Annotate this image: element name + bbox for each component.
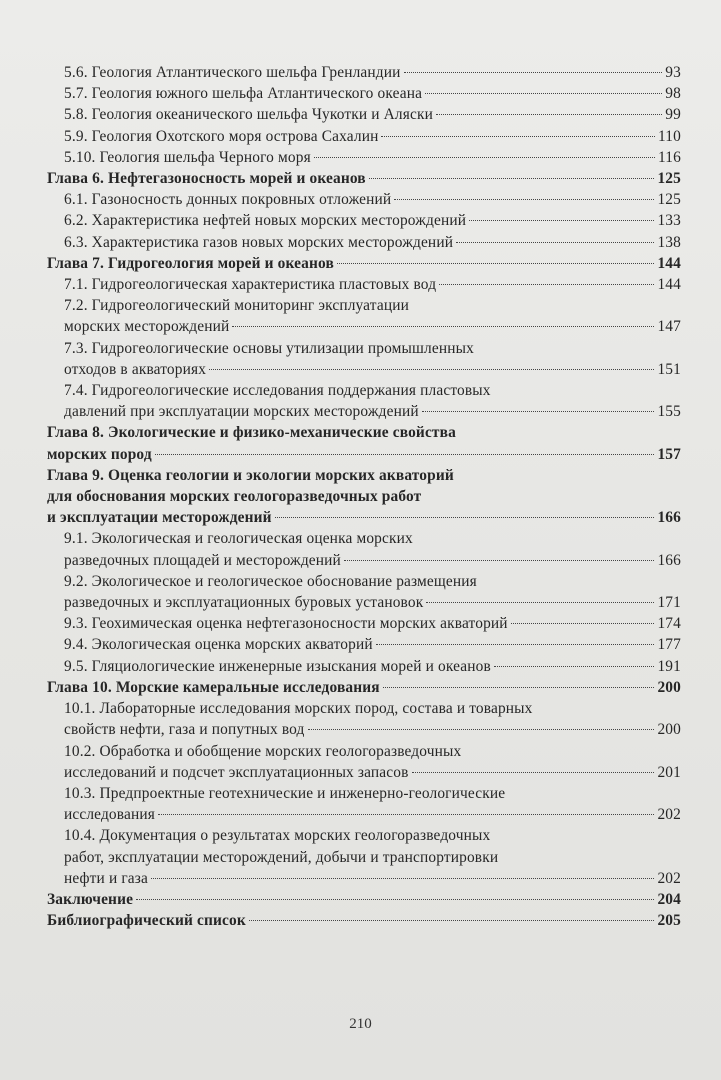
toc-section-entry [47, 232, 681, 253]
toc-entry-title-line: морских месторождений [64, 318, 230, 336]
toc-entry-title-line: 10.3. Предпроектные геотехнические и инженерно-геологические [64, 784, 506, 802]
toc-entry-title-line: 9.5. Гляциологические инженерные изыскания морей и океанов [64, 657, 491, 675]
toc-entry-title-line: Глава 7. Гидрогеология морей и океанов [47, 254, 334, 272]
toc-entry-line [64, 762, 681, 783]
toc-chapter-entry [47, 889, 681, 910]
toc-entry-title-line: 9.1. Экологическая и геологическая оценка морских [64, 530, 413, 548]
toc-page-number: 202 [657, 806, 681, 824]
dot-leader [232, 326, 654, 327]
toc-entry-title-line: Глава 6. Нефтегазоносность морей и океанов [47, 170, 366, 188]
toc-section-entry [47, 338, 681, 380]
toc-entry-line [64, 868, 681, 889]
toc-entry-title-line: 7.1. Гидрогеологическая характеристика пластовых вод [64, 276, 437, 294]
dot-leader [426, 602, 654, 603]
toc-section-entry [47, 634, 681, 655]
toc-page-number: 177 [657, 636, 681, 654]
toc-section-entry [47, 571, 681, 613]
toc-section-entry [47, 147, 681, 168]
toc-entry-line [47, 253, 681, 274]
toc-page-number: 157 [657, 445, 681, 463]
toc-entry-title-line: 7.3. Гидрогеологические основы утилизации промышленных [64, 339, 474, 357]
toc-chapter-entry [47, 677, 681, 698]
toc-page-number: 166 [657, 551, 681, 569]
toc-entry-title-line: морских пород [47, 445, 152, 463]
toc-entry-line [47, 507, 681, 528]
toc-entry-line [64, 83, 681, 104]
toc-entry-line [64, 232, 681, 253]
toc-page-number: 204 [657, 890, 681, 908]
toc-entry-title-line: 6.2. Характеристика нефтей новых морских месторождений [64, 212, 467, 230]
toc-entry-title-line: 9.3. Геохимическая оценка нефтегазоносности морских акваторий [64, 615, 508, 633]
toc-entry-title-line: 5.6. Геология Атлантического шельфа Гренландии [64, 64, 401, 81]
toc-entry-title-line: разведочных площадей и месторождений [64, 551, 341, 569]
toc-section-entry [47, 741, 681, 783]
toc-entry-line [64, 189, 681, 210]
toc-page-number: 144 [657, 276, 681, 294]
toc-entry-line [47, 910, 681, 931]
toc-entry-line [47, 168, 681, 189]
toc-page-number: 133 [657, 212, 681, 230]
toc-section-entry [47, 528, 681, 570]
toc-entry-title-line: 6.3. Характеристика газов новых морских месторождений [64, 233, 454, 251]
toc-entry-title-line: работ, эксплуатации месторождений, добычи и транспортировки [64, 848, 499, 866]
toc-entry-line [64, 210, 681, 231]
dot-leader [394, 199, 654, 200]
toc-page-number: 202 [657, 869, 681, 887]
toc-page-number: 116 [658, 148, 681, 166]
toc-chapter-entry [47, 253, 681, 274]
toc-entry-line [64, 359, 681, 380]
toc-chapter-entry [47, 910, 681, 931]
dot-leader [337, 263, 655, 264]
toc-entry-title-line: 10.2. Обработка и обобщение морских геологоразведочных [64, 742, 462, 760]
toc-entry-line [47, 444, 681, 465]
toc-page-number: 200 [657, 678, 681, 696]
toc-page-number: 174 [657, 615, 681, 633]
toc-entry-title-line: 9.4. Экологическая оценка морских акваторий [64, 636, 373, 654]
table-of-contents [47, 62, 681, 931]
toc-section-entry [47, 126, 681, 147]
dot-leader [469, 220, 654, 221]
toc-page-number: 200 [657, 721, 681, 739]
toc-entry-line [64, 62, 681, 83]
dot-leader [249, 920, 655, 921]
toc-entry-line [47, 889, 681, 910]
toc-page-number: 98 [665, 85, 681, 103]
dot-leader [158, 814, 654, 815]
toc-entry-title-line: отходов в акваториях [64, 360, 207, 378]
dot-leader [151, 878, 654, 879]
toc-section-entry [47, 189, 681, 210]
toc-entry-line [64, 656, 681, 677]
toc-page-number: 171 [657, 594, 681, 612]
toc-page-number: 201 [657, 763, 681, 781]
toc-page-number: 155 [657, 403, 681, 421]
toc-entry-title-line: 6.1. Газоносность донных покровных отложений [64, 191, 392, 209]
toc-entry-title-line: Глава 10. Морские камеральные исследования [47, 678, 380, 696]
dot-leader [494, 666, 655, 667]
toc-section-entry [47, 62, 681, 83]
toc-section-entry [47, 783, 681, 825]
toc-entry-title-line: исследований и подсчет эксплуатационных запасов [64, 763, 409, 781]
dot-leader [275, 517, 655, 518]
dot-leader [369, 178, 655, 179]
toc-page-number: 205 [657, 912, 681, 930]
dot-leader [425, 93, 662, 94]
toc-entry-title-line: 10.1. Лабораторные исследования морских пород, состава и товарных [64, 700, 533, 718]
toc-entry-title-line: Глава 8. Экологические и физико-механические свойства [47, 424, 456, 442]
toc-entry-title-line: 5.9. Геология Охотского моря острова Сахалин [64, 127, 379, 145]
toc-entry-title-line: 10.4. Документация о результатах морских геологоразведочных [64, 827, 491, 845]
toc-entry-title-line: Заключение [47, 890, 134, 908]
toc-page-number: 151 [657, 360, 681, 378]
toc-page-number: 144 [657, 254, 681, 272]
toc-entry-line [64, 274, 681, 295]
dot-leader [439, 284, 654, 285]
toc-entry-line [64, 401, 681, 422]
toc-entry-line [64, 104, 681, 125]
toc-entry-title-line: исследования [64, 806, 155, 824]
dot-leader [383, 687, 655, 688]
toc-entry-line [64, 126, 681, 147]
toc-section-entry [47, 104, 681, 125]
toc-entry-line [64, 613, 681, 634]
dot-leader [344, 560, 655, 561]
toc-section-entry [47, 825, 681, 889]
toc-entry-title-line: Библиографический список [47, 912, 246, 930]
toc-section-entry [47, 274, 681, 295]
toc-entry-title-line: 7.4. Гидрогеологические исследования поддержания пластовых [64, 382, 491, 400]
toc-entry-title-line: нефти и газа [64, 869, 148, 887]
toc-section-entry [47, 698, 681, 740]
dot-leader [209, 369, 654, 370]
toc-entry-title-line: и эксплуатации месторождений [47, 509, 272, 527]
toc-section-entry [47, 656, 681, 677]
toc-page-number: 110 [658, 127, 681, 145]
toc-page-number: 93 [665, 64, 681, 81]
toc-entry-line [64, 804, 681, 825]
toc-section-entry [47, 380, 681, 422]
dot-leader [436, 114, 662, 115]
toc-entry-title-line: 9.2. Экологическое и геологическое обоснование размещения [64, 572, 477, 590]
toc-section-entry [47, 83, 681, 104]
dot-leader [136, 899, 654, 900]
toc-page-number: 166 [657, 509, 681, 527]
toc-entry-line [64, 719, 681, 740]
toc-entry-line [64, 550, 681, 571]
dot-leader [456, 242, 654, 243]
toc-entry-line [64, 592, 681, 613]
dot-leader [511, 623, 655, 624]
dot-leader [422, 411, 655, 412]
toc-page-number: 191 [657, 657, 681, 675]
toc-page-number: 147 [657, 318, 681, 336]
toc-entry-title-line: 5.8. Геология океанического шельфа Чукотки и Аляски [64, 106, 433, 124]
dot-leader [314, 157, 655, 158]
toc-entry-line [64, 147, 681, 168]
dot-leader [381, 136, 655, 137]
toc-entry-title-line: давлений при эксплуатации морских месторождений [64, 403, 419, 421]
toc-page-number: 125 [657, 170, 681, 188]
toc-page-number: 125 [657, 191, 681, 209]
page-number: 210 [349, 1016, 372, 1032]
dot-leader [308, 729, 655, 730]
dot-leader [412, 772, 655, 773]
toc-section-entry [47, 210, 681, 231]
toc-page-number: 138 [657, 233, 681, 251]
toc-chapter-entry [47, 422, 681, 464]
toc-entry-title-line: Глава 9. Оценка геологии и экологии морских акваторий [47, 466, 454, 484]
toc-section-entry [47, 613, 681, 634]
toc-chapter-entry [47, 168, 681, 189]
dot-leader [155, 454, 655, 455]
toc-chapter-entry [47, 465, 681, 529]
toc-entry-title-line: для обоснования морских геологоразведочных работ [47, 488, 422, 506]
dot-leader [376, 644, 655, 645]
toc-section-entry [47, 295, 681, 337]
toc-entry-title-line: 5.7. Геология южного шельфа Атлантического океана [64, 85, 423, 103]
toc-entry-title-line: 7.2. Гидрогеологический мониторинг эксплуатации [64, 297, 409, 315]
toc-entry-title-line: 5.10. Геология шельфа Черного моря [64, 148, 311, 166]
toc-page-number: 99 [665, 106, 681, 124]
toc-entry-title-line: разведочных и эксплуатационных буровых установок [64, 594, 424, 612]
toc-entry-line [64, 634, 681, 655]
toc-entry-line [64, 316, 681, 337]
toc-entry-title-line: свойств нефти, газа и попутных вод [64, 721, 305, 739]
toc-entry-line [47, 677, 681, 698]
dot-leader [404, 72, 663, 73]
